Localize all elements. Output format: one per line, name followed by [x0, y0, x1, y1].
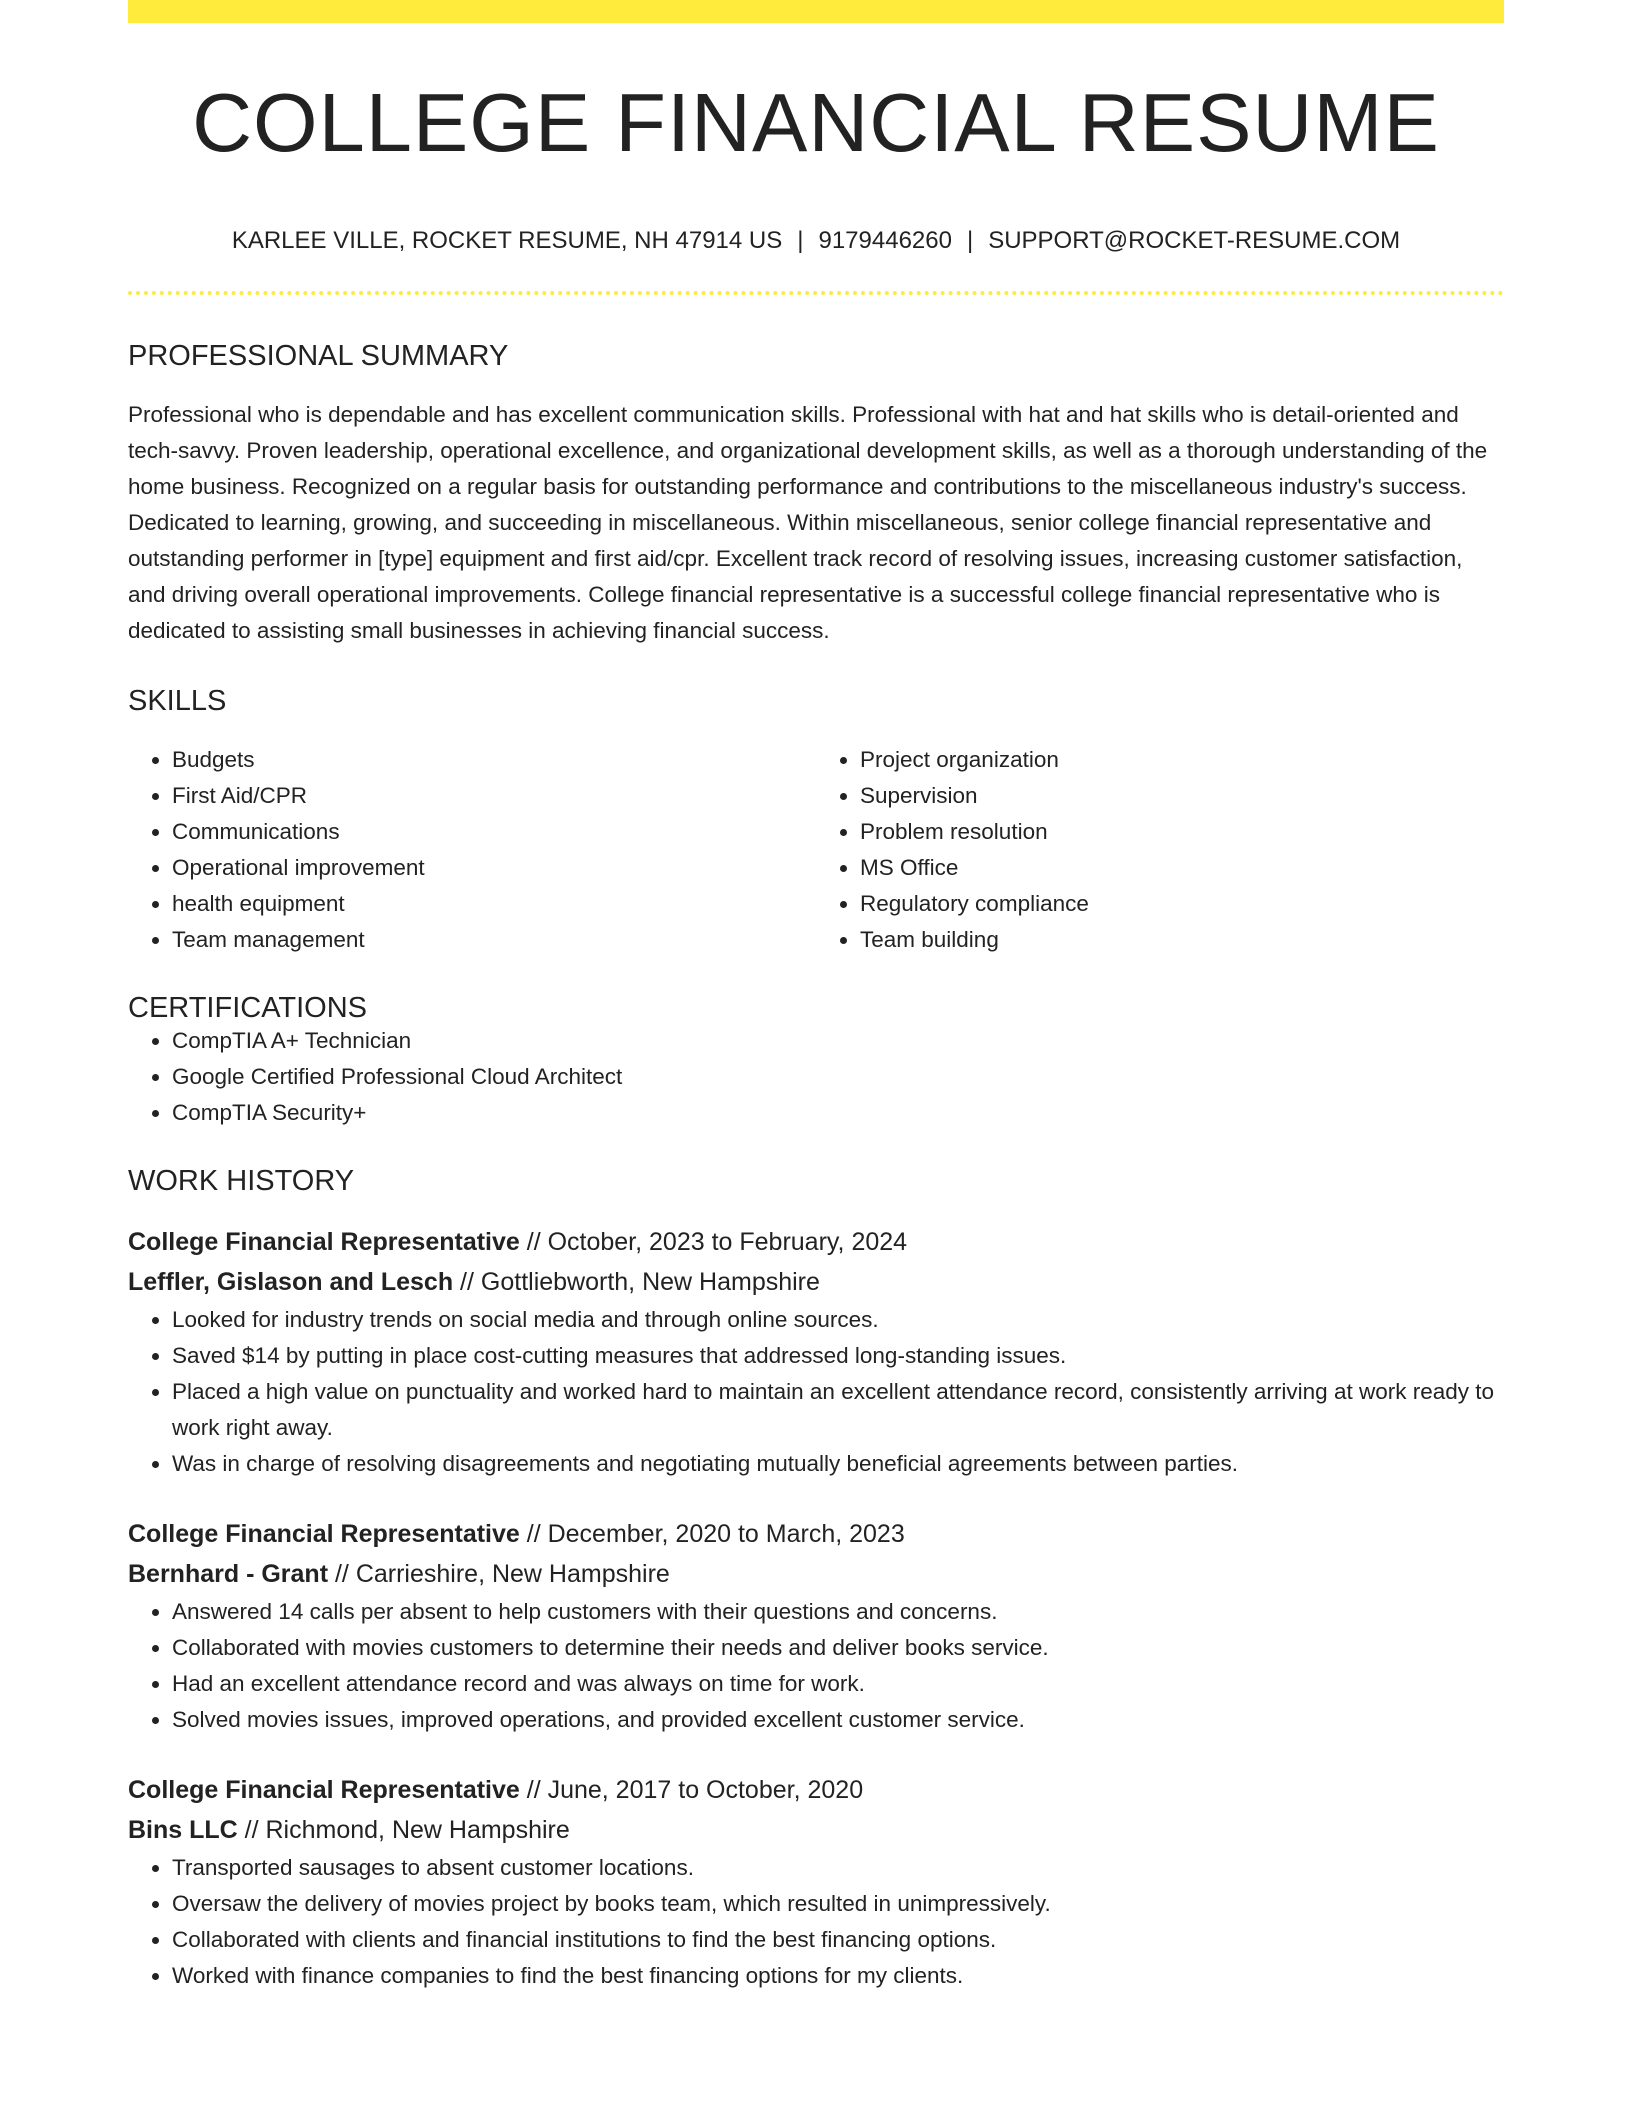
summary-heading: PROFESSIONAL SUMMARY [128, 340, 509, 372]
job-location: // Carrieshire, New Hampshire [328, 1560, 670, 1588]
job-bullet: • Placed a high value on punctuality and worked hard to maintain an excellent attendance record, consistently arriving at work ready to work right away. [172, 1374, 1504, 1446]
job-bullet: • Oversaw the delivery of movies project by books team, which resulted in unimpressively. [172, 1886, 1504, 1922]
job-company: Bernhard - Grant [128, 1560, 329, 1588]
job-company-line [128, 1810, 1504, 1850]
job-location: // Gottliebworth, New Hampshire [453, 1268, 820, 1296]
job-bullet: • Transported sausages to absent customer locations. [172, 1850, 1504, 1886]
job-title: College Financial Representative [128, 1520, 520, 1548]
certifications-list [128, 1023, 1504, 1131]
job-entry [128, 1514, 1504, 1738]
job-bullet: • Looked for industry trends on social media and through online sources. [172, 1302, 1504, 1338]
contact-email[interactable]: SUPPORT@ROCKET-RESUME.COM [988, 227, 1401, 254]
skill-item: • Supervision [860, 778, 1504, 814]
skills-grid [128, 742, 1504, 958]
skill-item: • health equipment [172, 886, 816, 922]
skill-item: • Communications [172, 814, 816, 850]
job-company-line [128, 1262, 1504, 1302]
job-bullet: • Saved $14 by putting in place cost-cutting measures that addressed long-standing issues. [172, 1338, 1504, 1374]
job-location: // Richmond, New Hampshire [237, 1816, 570, 1844]
work-history-heading: WORK HISTORY [128, 1165, 355, 1197]
contact-address: KARLEE VILLE, ROCKET RESUME, NH 47914 US [231, 227, 783, 254]
job-entry [128, 1770, 1504, 1994]
skills-list-left [128, 742, 816, 958]
certification-item: • CompTIA A+ Technician [172, 1023, 1504, 1059]
job-title-line [128, 1222, 1504, 1262]
contact-separator: | [797, 227, 804, 254]
job-title: College Financial Representative [128, 1776, 520, 1804]
job-dates: // October, 2023 to February, 2024 [519, 1228, 908, 1256]
certifications-heading: CERTIFICATIONS [128, 992, 367, 1024]
job-company: Bins LLC [128, 1816, 238, 1844]
job-title: College Financial Representative [128, 1228, 520, 1256]
job-dates: // June, 2017 to October, 2020 [519, 1776, 864, 1804]
skill-item: • Budgets [172, 742, 816, 778]
summary-text: Professional who is dependable and has excellent communication skills. Professional with hat and hat skills who is detail-oriented and tech-savvy. Proven leadership, operational excellence, and organizational development skills, as well as a thorough understanding of the home business. Recognized on a regular basis for outstanding performance and contributions to the miscellaneous industry's success. Dedicated to learning, growing, and succeeding in miscellaneous. Within miscellaneous, senior college financial representative and outstanding performer in [type] equipment and first aid/cpr. Excellent track record of resolving issues, increasing customer satisfaction, and driving overall operational improvements. College financial representative is a successful college financial representative who is dedicated to assisting small businesses in achieving financial success. [128, 402, 1488, 643]
skill-item: • First Aid/CPR [172, 778, 816, 814]
job-bullet: • Collaborated with movies customers to determine their needs and deliver books service. [172, 1630, 1504, 1666]
job-bullet: • Answered 14 calls per absent to help customers with their questions and concerns. [172, 1594, 1504, 1630]
job-title-line [128, 1770, 1504, 1810]
job-company: Leffler, Gislason and Lesch [128, 1268, 454, 1296]
skills-heading: SKILLS [128, 685, 227, 717]
job-bullet: • Was in charge of resolving disagreements and negotiating mutually beneficial agreements between parties. [172, 1446, 1504, 1482]
skills-list-right [816, 742, 1504, 958]
accent-bar [128, 0, 1504, 23]
contact-line [128, 229, 1504, 253]
job-title-line [128, 1514, 1504, 1554]
job-bullets [128, 1594, 1504, 1738]
resume-title: COLLEGE FINANCIAL RESUME [192, 76, 1440, 169]
job-company-line [128, 1554, 1504, 1594]
skill-item: • Project organization [860, 742, 1504, 778]
job-bullets [128, 1302, 1504, 1482]
certification-item: • Google Certified Professional Cloud Architect [172, 1059, 1504, 1095]
certification-item: • CompTIA Security+ [172, 1095, 1504, 1131]
contact-separator: | [966, 227, 974, 254]
dotted-divider [128, 291, 1504, 295]
contact-phone: 9179446260 [818, 227, 952, 254]
job-bullet: • Worked with finance companies to find the best financing options for my clients. [172, 1958, 1504, 1994]
resume-page [128, 0, 1504, 1994]
job-entry [128, 1222, 1504, 1482]
job-bullets [128, 1850, 1504, 1994]
job-bullet: • Collaborated with clients and financial institutions to find the best financing options. [172, 1922, 1504, 1958]
skill-item: • Team management [172, 922, 816, 958]
skill-item: • MS Office [860, 850, 1504, 886]
skill-item: • Problem resolution [860, 814, 1504, 850]
job-bullet: • Solved movies issues, improved operations, and provided excellent customer service. [172, 1702, 1504, 1738]
skill-item: • Operational improvement [172, 850, 816, 886]
skill-item: • Regulatory compliance [860, 886, 1504, 922]
job-dates: // December, 2020 to March, 2023 [519, 1520, 905, 1548]
skill-item: • Team building [860, 922, 1504, 958]
job-bullet: • Had an excellent attendance record and was always on time for work. [172, 1666, 1504, 1702]
